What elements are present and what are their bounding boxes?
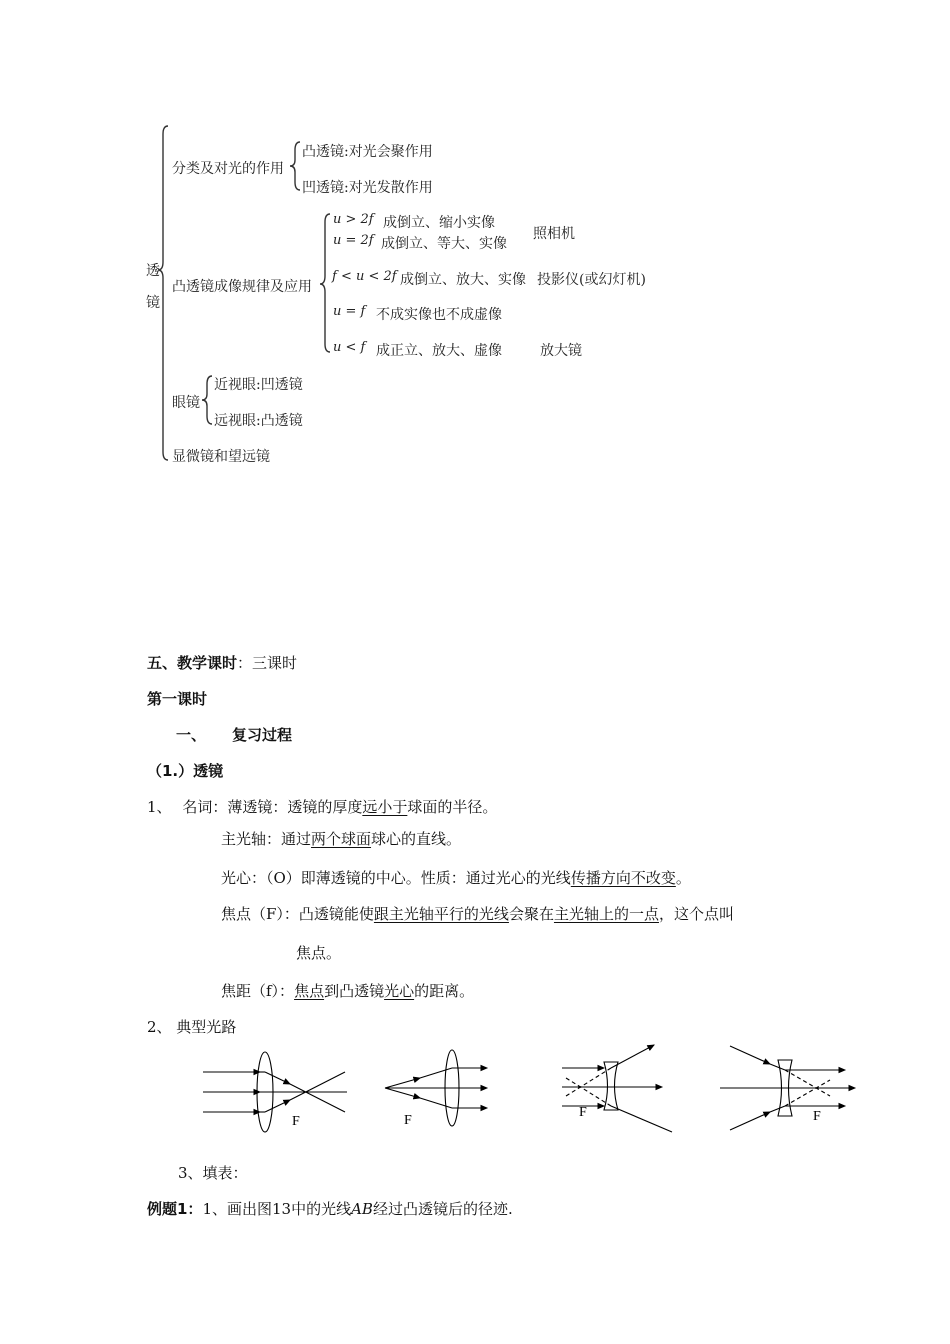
focal-mid: 到凸透镜: [324, 982, 385, 1000]
axis-label: 主光轴：通过: [221, 830, 312, 848]
focal-line: [221, 980, 474, 1001]
center-rest: 。: [675, 869, 691, 887]
imaging-cond-4: u = f: [333, 304, 366, 319]
classify-label: 分类及对光的作用: [172, 161, 284, 177]
eyes-item-myopia: 近视眼:凹透镜: [214, 377, 303, 393]
focus-line: [221, 903, 734, 924]
focus-underline-1: 跟主光轴平行的光线: [373, 905, 509, 923]
item3-heading: 3、填表：: [178, 1164, 248, 1182]
focus-mid: 会聚在: [508, 905, 554, 923]
classify-item-convex: 凸透镜:对光会聚作用: [302, 144, 433, 160]
axis-rest: 球心的直线。: [371, 830, 462, 848]
imaging-app-1: 照相机: [533, 226, 575, 242]
example1-ray-name: AB: [351, 1200, 373, 1218]
review-heading: [176, 724, 292, 745]
focus-line-2: 焦点。: [296, 944, 342, 962]
imaging-cond-3: f < u < 2f: [332, 269, 397, 284]
focal-underline-1: 焦点: [294, 982, 325, 1000]
center-line: [221, 867, 691, 888]
imaging-desc-2: 成倒立、等大、实像: [381, 236, 507, 252]
imaging-label: 凸透镜成像规律及应用: [172, 279, 312, 295]
diagram3-focus-label: F: [579, 1105, 587, 1120]
example1-line: [147, 1198, 513, 1219]
section5-heading: 五、教学课时: [147, 654, 238, 672]
imaging-cond-2: u = 2f: [333, 233, 374, 248]
diagram-convex-converge: [203, 1052, 347, 1132]
item1-underline: 远小于: [362, 798, 408, 816]
imaging-cond-5: u < f: [333, 340, 366, 355]
lesson1-heading: 第一课时: [147, 690, 208, 708]
imaging-app-3: 投影仪(或幻灯机): [537, 272, 646, 288]
item1-line: [147, 796, 497, 817]
subsection-lens: （1.）透镜: [147, 762, 224, 780]
tree-root-char-1: 透: [146, 263, 160, 279]
section5-value: ：三课时: [237, 654, 298, 672]
focal-rest: 的距离。: [414, 982, 475, 1000]
diagram2-focus-label: F: [404, 1113, 412, 1128]
diagram4-focus-label: F: [813, 1109, 821, 1124]
diagram-concave-diverge: [720, 1046, 855, 1130]
item1-num: 1、: [147, 798, 172, 816]
focus-rest: ，这个点叫: [658, 905, 734, 923]
review-num: 一、: [176, 726, 207, 744]
imaging-app-5: 放大镜: [540, 343, 582, 359]
eyes-label: 眼镜: [172, 395, 200, 411]
classify-item-concave: 凹透镜:对光发散作用: [302, 180, 433, 196]
imaging-desc-1: 成倒立、缩小实像: [383, 215, 495, 231]
axis-underline: 两个球面: [311, 830, 372, 848]
center-underline: 传播方向不改变: [570, 869, 676, 887]
example1-heading: 例题1：: [147, 1200, 203, 1218]
instruments-label: 显微镜和望远镜: [172, 449, 270, 465]
imaging-desc-4: 不成实像也不成虚像: [376, 307, 502, 323]
light-path-diagrams: [0, 1040, 950, 1150]
focal-label: 焦距（f）：: [221, 982, 295, 1000]
item1-label: 名词：薄透镜：透镜的厚度: [182, 798, 363, 816]
diagram-convex-collimate: [385, 1050, 487, 1126]
section5-line: [147, 652, 297, 673]
focal-underline-2: 光心: [384, 982, 415, 1000]
focus-underline-2: 主光轴上的一点: [553, 905, 659, 923]
item1-rest: 球面的半径。: [407, 798, 498, 816]
tree-root-char-2: 镜: [146, 295, 160, 311]
example1-rest: 经过凸透镜后的径迹.: [372, 1200, 513, 1218]
example1-text: 1、画出图13中的光线: [202, 1200, 352, 1218]
focus-label: 焦点（F）：凸透镜能使: [221, 905, 374, 923]
item2-heading: 2、 典型光路: [147, 1018, 237, 1036]
review-title: 复习过程: [232, 726, 293, 744]
imaging-desc-5: 成正立、放大、虚像: [376, 343, 502, 359]
eyes-item-hyperopia: 远视眼:凸透镜: [214, 413, 303, 429]
center-label: 光心：（O）即薄透镜的中心。性质：通过光心的光线: [221, 869, 571, 887]
axis-line: [221, 828, 461, 849]
imaging-cond-1: u > 2f: [333, 212, 374, 227]
imaging-desc-3: 成倒立、放大、实像: [400, 272, 526, 288]
diagram1-focus-label: F: [292, 1114, 300, 1129]
